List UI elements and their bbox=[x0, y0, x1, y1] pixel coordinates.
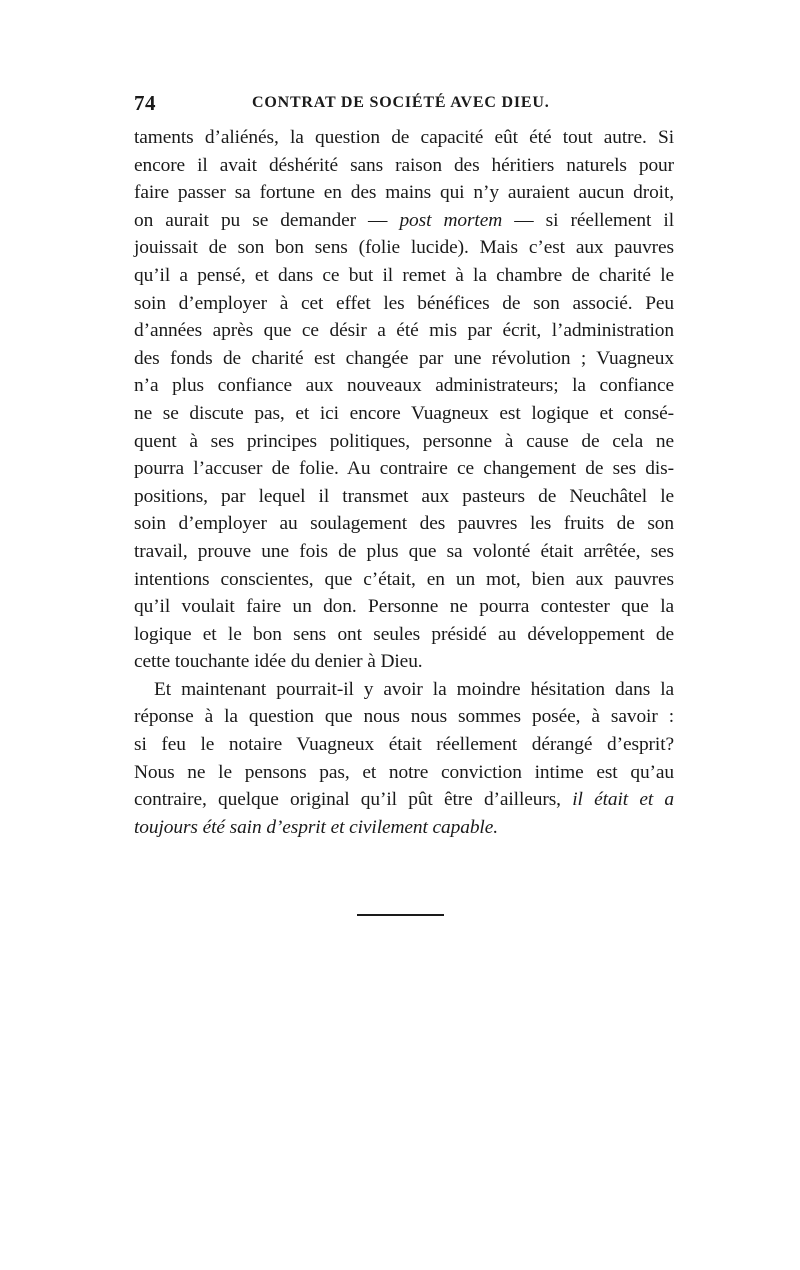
text-segment: jouissait de son bon sens (folie lucide). Mais c’est aux pauvres bbox=[134, 237, 674, 259]
text-segment: on aurait pu se demander — bbox=[134, 209, 400, 231]
text-segment: positions, par lequel il transmet aux pasteurs de Neuchâtel le bbox=[134, 485, 674, 507]
text-segment: intentions conscientes, que c’était, en un mot, bien aux pauvres bbox=[134, 568, 674, 590]
text-segment: logique et le bon sens ont seules présidé au développement de bbox=[134, 623, 674, 645]
paragraph bbox=[134, 124, 674, 676]
text-segment: encore il avait déshérité sans raison des héritiers naturels pour bbox=[134, 154, 674, 176]
text-line bbox=[134, 179, 674, 207]
text-line bbox=[134, 372, 674, 400]
text-segment: des fonds de charité est changée par une révolution ; Vuagneux bbox=[134, 347, 674, 369]
text-line bbox=[134, 290, 674, 318]
paragraph bbox=[134, 676, 674, 842]
text-line bbox=[134, 234, 674, 262]
text-segment: n’a plus confiance aux nouveaux administrateurs; la confiance bbox=[134, 375, 674, 397]
text-line bbox=[134, 621, 674, 649]
text-line bbox=[134, 786, 674, 814]
text-segment: — si réellement il bbox=[502, 209, 674, 231]
text-line bbox=[134, 262, 674, 290]
text-line bbox=[134, 676, 674, 704]
text-line bbox=[134, 428, 674, 456]
text-line bbox=[134, 207, 674, 235]
text-segment: Et maintenant pourrait-il y avoir la moindre hésitation dans la bbox=[154, 678, 674, 700]
text-segment: ne se discute pas, et ici encore Vuagneux est logique et consé- bbox=[134, 402, 674, 424]
text-segment: quent à ses principes politiques, personne à cause de cela ne bbox=[134, 430, 674, 452]
text-line bbox=[134, 593, 674, 621]
text-line bbox=[134, 510, 674, 538]
text-line bbox=[134, 455, 674, 483]
text-segment: contraire, quelque original qu’il pût être d’ailleurs, bbox=[134, 789, 573, 811]
italic-text: il était et a bbox=[572, 789, 675, 811]
text-line bbox=[134, 703, 674, 731]
text-line bbox=[134, 400, 674, 428]
text-line bbox=[134, 648, 674, 676]
running-title: CONTRAT DE SOCIÉTÉ AVEC DIEU. bbox=[252, 94, 550, 111]
text-line bbox=[134, 731, 674, 759]
text-segment: si feu le notaire Vuagneux était réellement dérangé d’esprit? bbox=[134, 734, 674, 756]
text-line bbox=[134, 483, 674, 511]
text-line bbox=[134, 814, 674, 842]
text-line bbox=[134, 759, 674, 787]
text-line bbox=[134, 152, 674, 180]
page-number: 74 bbox=[134, 91, 156, 115]
text-segment: soin d’employer à cet effet les bénéfices de son associé. Peu bbox=[134, 292, 674, 314]
italic-text: toujours été sain d’esprit et civilement capable. bbox=[134, 816, 498, 838]
text-line bbox=[134, 124, 674, 152]
text-segment: Nous ne le pensons pas, et notre conviction intime est qu’au bbox=[134, 761, 674, 783]
text-segment: qu’il voulait faire un don. Personne ne pourra contester que la bbox=[134, 596, 674, 618]
text-line bbox=[134, 538, 674, 566]
text-segment: pourra l’accuser de folie. Au contraire ce changement de ses dis- bbox=[134, 458, 674, 480]
text-segment: réponse à la question que nous nous sommes posée, à savoir : bbox=[134, 706, 674, 728]
section-divider-rule bbox=[357, 914, 444, 916]
text-line bbox=[134, 317, 674, 345]
italic-text: post mortem bbox=[399, 209, 503, 231]
text-segment: taments d’aliénés, la question de capacité eût été tout autre. Si bbox=[134, 127, 674, 148]
text-segment: travail, prouve une fois de plus que sa volonté était arrêtée, ses bbox=[134, 540, 674, 562]
body-text bbox=[134, 124, 674, 841]
text-segment: cette touchante idée du denier à Dieu. bbox=[134, 651, 423, 673]
text-segment: qu’il a pensé, et dans ce but il remet à la chambre de charité le bbox=[134, 264, 674, 286]
running-head bbox=[134, 91, 674, 115]
text-segment: soin d’employer au soulagement des pauvres les fruits de son bbox=[134, 513, 674, 535]
text-line bbox=[134, 345, 674, 373]
text-segment: d’années après que ce désir a été mis par écrit, l’administration bbox=[134, 320, 674, 342]
text-line bbox=[134, 566, 674, 594]
text-segment: faire passer sa fortune en des mains qui n’y auraient aucun droit, bbox=[134, 182, 674, 204]
